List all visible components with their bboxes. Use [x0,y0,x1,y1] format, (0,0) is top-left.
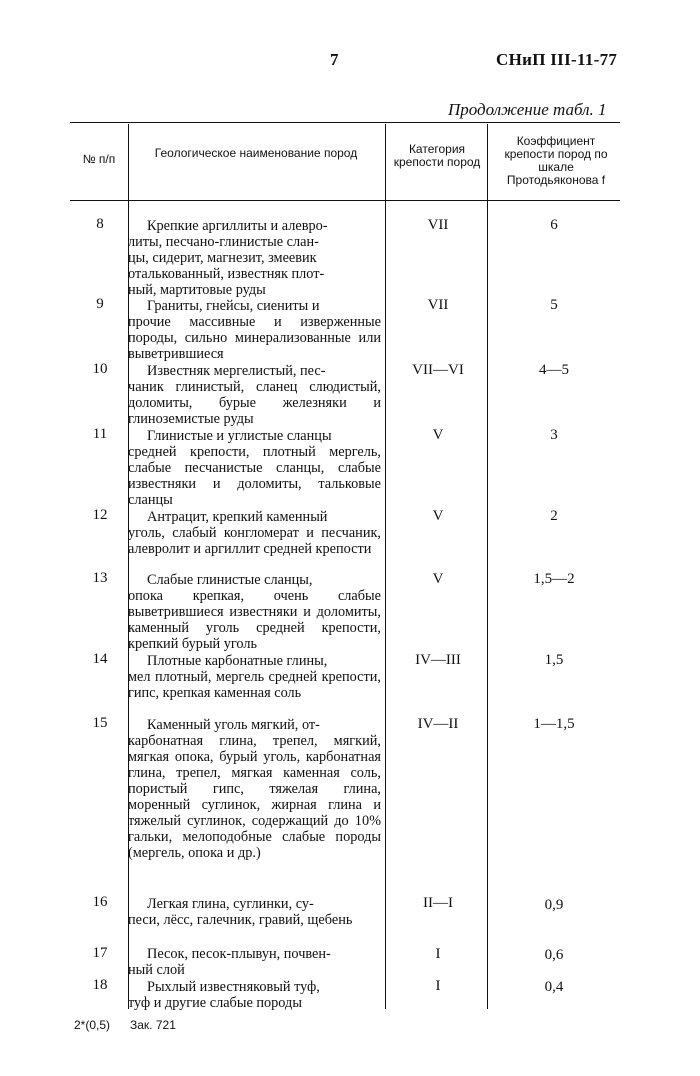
row-description-start: Глинистые и углистые сланцы [147,428,332,444]
page-number: 7 [330,50,339,69]
row-description: прочие массивные и изверженные породы, сильно минерализованные или выветрившиеся [128,314,381,362]
row-number: 12 [92,507,108,523]
row-category: VII—VI [412,362,464,378]
header-top-rule [70,122,620,123]
row-number: 11 [92,426,108,442]
column-header-category: Категория крепости пород [393,142,481,169]
row-coefficient: 4—5 [539,362,569,378]
row-coefficient: 6 [550,217,558,233]
row-description-start: Каменный уголь мягкий, от- [147,717,320,733]
row-description-start: Граниты, гнейсы, сиениты и [147,298,320,314]
row-description-start: Крепкие аргиллиты и алевро- [147,218,328,234]
row-number: 15 [92,715,108,731]
row-description: чаник глинистый, сланец слюдистый, доломиты, бурые железняки и глиноземистые руды [128,379,381,427]
row-coefficient: 1,5 [544,652,564,668]
row-description-start: Антрацит, крепкий каменный [147,509,328,525]
row-description: опока крепкая, очень слабые выветрившиеся известняки и доломиты, каменный уголь средней крепости, крепкий бурый уголь [128,588,381,652]
row-description-start: Слабые глинистые сланцы, [147,572,313,588]
row-description-start: Плотные карбонатные глины, [147,653,328,669]
row-description: уголь, слабый конгломерат и песчаник, алевролит и аргиллит средней крепости [128,525,381,557]
row-number: 14 [92,651,108,667]
row-category: I [435,946,441,962]
row-description-start: Рыхлый известняковый туф, [147,979,320,995]
column-divider-3 [487,124,488,1009]
row-number: 10 [92,361,108,377]
document-code: СНиП III-11-77 [496,50,618,69]
row-description-start: Легкая глина, суглинки, су- [147,896,314,912]
column-header-number: № п/п [82,152,116,166]
printer-signature: 2*(0,5) [74,1018,111,1032]
table-continuation-label: Продолжение табл. 1 [448,100,607,119]
row-coefficient: 1—1,5 [533,716,575,732]
row-coefficient: 2 [550,508,558,524]
row-number: 9 [96,296,104,312]
column-header-name: Геологическое наименование пород [154,146,358,160]
row-coefficient: 1,5—2 [533,571,575,587]
row-coefficient: 0,4 [544,979,564,995]
row-category: V [432,427,444,443]
row-category: V [432,508,444,524]
row-coefficient: 5 [550,297,558,313]
row-number: 16 [92,894,108,910]
row-description: ный слой [128,962,185,978]
row-number: 17 [92,945,108,961]
header-bottom-rule [70,200,620,201]
row-number: 18 [92,977,108,993]
row-coefficient: 0,9 [544,897,564,913]
row-number: 13 [92,570,108,586]
row-coefficient: 0,6 [544,947,564,963]
row-category: II—I [423,895,453,911]
row-description: карбонатная глина, трепел, мягкий, мягкая опока, бурый уголь, карбонатная глина, трепел, мягкая каменная соль, пористый гипс, тяжелая глина, моренный суглинок, жирная глина и тяжелый суглинок, содержащий до 10% гальки, мелоподобные слабые породы (мергель, опока и др.) [128,733,381,861]
row-category: VII [427,217,449,233]
row-coefficient: 3 [550,427,558,443]
row-description: литы, песчано-глинистые слан- цы, сидерит, магнезит, змеевик оталькованный, известняк плот- ный, мартитовые руды [128,234,325,298]
row-category: IV—II [417,716,459,732]
column-header-coefficient: Коэффициент крепости пород по шкале Протодьяконова f [504,134,608,187]
row-description: средней крепости, плотный мергель, слабые песчанистые сланцы, слабые известняки и доломиты, тальковые сланцы [128,444,381,508]
row-category: IV—III [415,652,461,668]
row-description-start: Известняк мергелистый, пес- [147,363,326,379]
row-category: V [432,571,444,587]
row-description: песи, лёсс, галечник, гравий, щебень [128,912,353,928]
row-description-start: Песок, песок-плывун, почвен- [147,946,331,962]
order-number: Зак. 721 [130,1018,176,1032]
column-divider-2 [385,124,386,1009]
row-category: VII [427,297,449,313]
row-number: 8 [96,216,104,232]
row-description: мел плотный, мергель средней крепости, гипс, крепкая каменная соль [128,669,381,701]
row-category: I [435,978,441,994]
row-description: туф и другие слабые породы [128,995,302,1011]
